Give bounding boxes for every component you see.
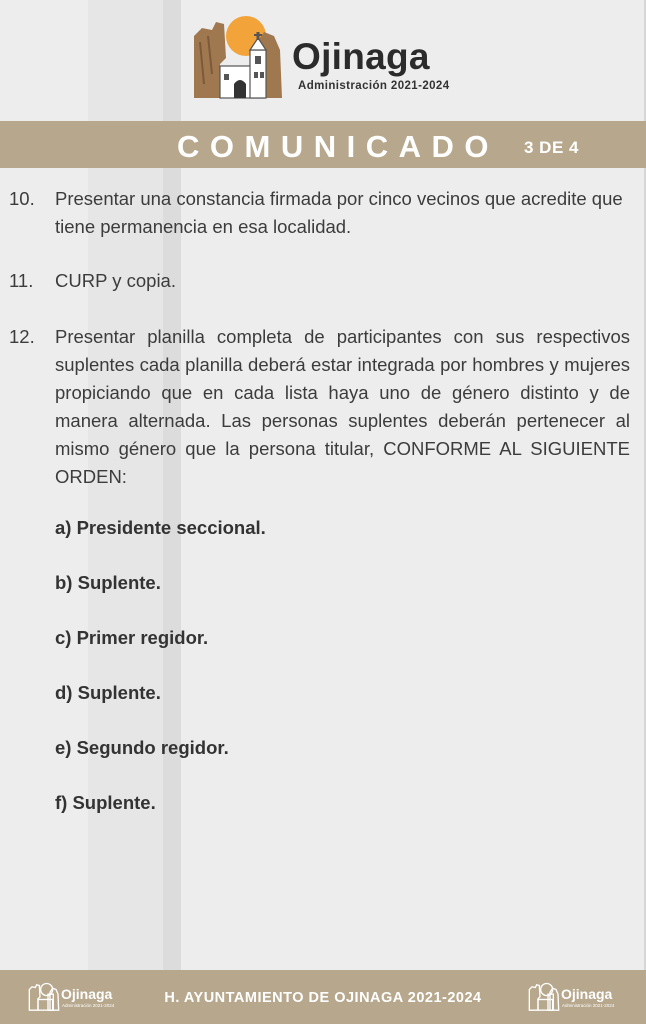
mission-church-icon	[528, 982, 560, 1011]
ojinaga-logo	[190, 14, 460, 100]
item-text: CURP y copia.	[55, 270, 176, 291]
item-number: 10.	[9, 188, 35, 209]
footer-logo-name: Ojinaga	[561, 986, 613, 1002]
footer-logo-right	[528, 982, 624, 1012]
logo-subtitle: Administración 2021-2024	[298, 80, 450, 92]
footer-logo-subtitle: Administración 2021-2024	[62, 1003, 115, 1008]
footer-logo-subtitle: Administración 2021-2024	[562, 1003, 615, 1008]
footer-logo-name: Ojinaga	[61, 986, 113, 1002]
order-item: c) Primer regidor.	[55, 627, 209, 648]
comunicado-banner	[0, 121, 646, 168]
item-text: Presentar una constancia firmada por cinco vecinos que acredite que tiene permanencia en esa localidad.	[55, 188, 623, 237]
order-item: e) Segundo regidor.	[55, 737, 229, 758]
logo-name: Ojinaga	[292, 36, 430, 77]
order-item: b) Suplente.	[55, 572, 161, 593]
order-item: f) Suplente.	[55, 792, 156, 813]
mission-church-icon	[190, 14, 286, 100]
item-text: Presentar planilla completa de participantes con sus respectivos suplentes cada planilla deberá estar integrada por hombres y mujeres propiciando que en cada lista haya uno de género distinto y de manera alternada. Las personas suplentes deberán pertenecer al mismo género que la persona titular, CONFORME AL SIGUIENTE ORDEN:	[55, 326, 630, 487]
footer-text: H. AYUNTAMIENTO DE OJINAGA 2021-2024	[164, 990, 482, 1006]
banner-title: COMUNICADO	[177, 129, 499, 164]
order-item: a) Presidente seccional.	[55, 517, 266, 538]
page-indicator: 3 DE 4	[524, 138, 579, 157]
item-number: 11.	[9, 270, 34, 291]
footer-bar	[0, 970, 646, 1024]
item-number: 12.	[9, 326, 35, 347]
order-item: d) Suplente.	[55, 682, 161, 703]
